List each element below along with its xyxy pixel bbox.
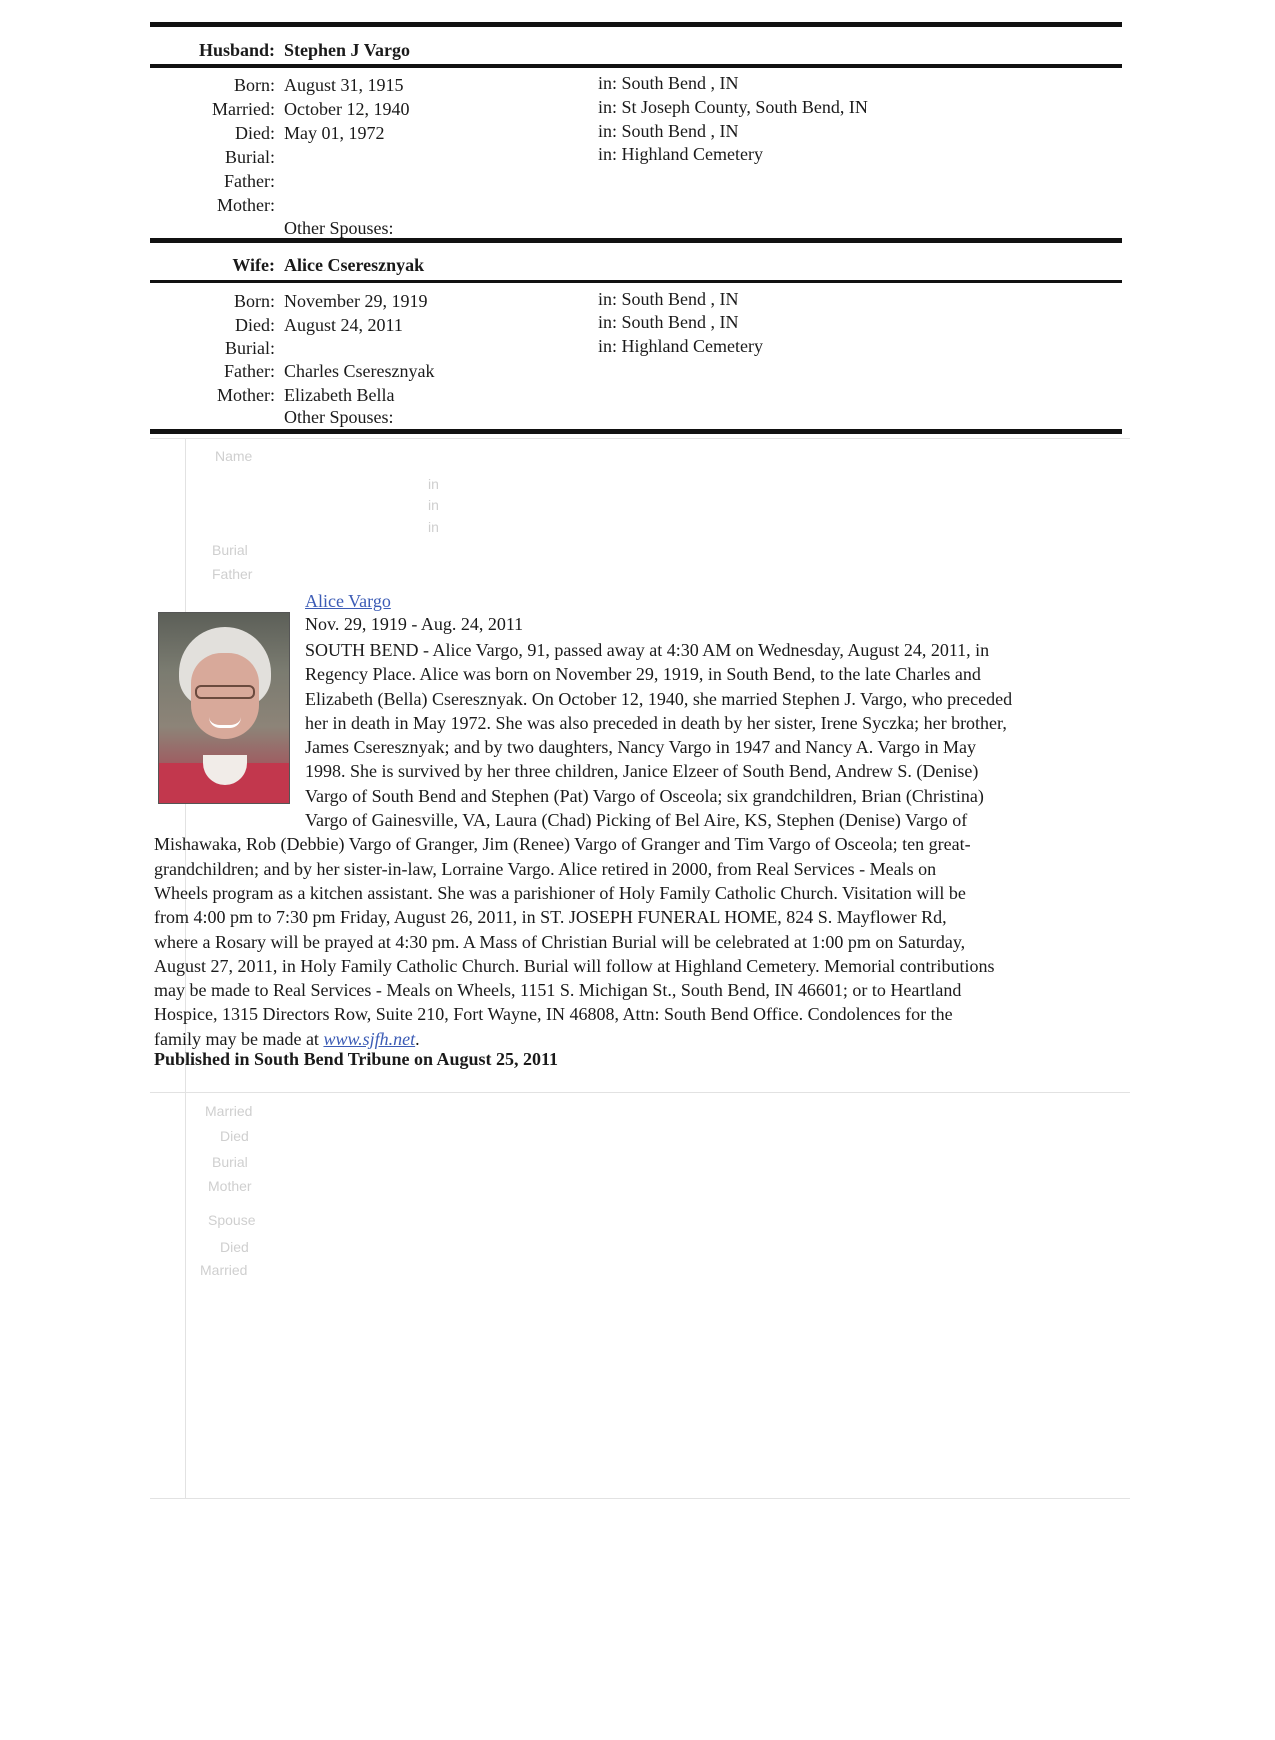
obituary-dates: Nov. 29, 1919 - Aug. 24, 2011 <box>305 614 524 634</box>
husband-married-place: in: St Joseph County, South Bend, IN <box>598 97 868 117</box>
obituary-name-link[interactable]: Alice Vargo <box>305 591 391 611</box>
ghost-rule <box>150 438 1130 439</box>
wife-mother: Elizabeth Bella <box>284 385 395 405</box>
obituary-line: where a Rosary will be prayed at 4:30 pm. A Mass of Christian Burial will be celebrated at 1:00 pm on Saturday, <box>154 931 966 952</box>
obituary-line: 1998. She is survived by her three children, Janice Elzeer of South Bend, Andrew S. (Denise) <box>305 761 979 782</box>
ghost-rule <box>150 1092 1130 1093</box>
faded-text: Spouse <box>208 1212 256 1228</box>
obituary-last-line <box>154 1027 1129 1051</box>
husband-born-label: Born: <box>233 75 275 95</box>
husband-name: Stephen J Vargo <box>284 40 411 60</box>
faded-text: Name <box>215 448 253 464</box>
wife-died: August 24, 2011 <box>284 315 403 335</box>
wife-mother-label: Mother: <box>217 385 275 405</box>
husband-married-label: Married: <box>212 99 275 119</box>
obituary-last-line-suffix: . <box>415 1028 420 1049</box>
husband-father-label: Father: <box>224 171 275 191</box>
obituary-line: James Cseresznyak; and by two daughters, Nancy Vargo in 1947 and Nancy A. Vargo in May <box>305 737 977 758</box>
website-link[interactable]: www.sjfh.net <box>323 1028 416 1049</box>
bottom-rule <box>150 429 1122 434</box>
faded-text: in <box>428 497 439 513</box>
obituary-body <box>154 638 1129 1051</box>
published-credit: Published in South Bend Tribune on August 25, 2011 <box>154 1049 558 1069</box>
husband-label: Husband: <box>198 40 275 60</box>
wife-born-place: in: South Bend , IN <box>598 289 739 309</box>
husband-burial-label: Burial: <box>225 147 275 167</box>
husband-rule <box>150 64 1122 68</box>
obituary-line: from 4:00 pm to 7:30 pm Friday, August 26, 2011, in ST. JOSEPH FUNERAL HOME, 824 S. Mayflower Rd, <box>154 907 947 928</box>
faded-text: Married <box>205 1103 253 1119</box>
husband-died: May 01, 1972 <box>284 123 385 143</box>
wife-other-spouses: Other Spouses: <box>284 407 394 427</box>
faded-text: Died <box>220 1128 249 1144</box>
obituary-line: Elizabeth (Bella) Cseresznyak. On October 12, 1940, she married Stephen J. Vargo, who preceded <box>305 688 1013 709</box>
obituary-line: Mishawaka, Rob (Debbie) Vargo of Granger, Jim (Renee) Vargo of Granger and Tim Vargo of Osceola; ten great- <box>154 834 971 855</box>
wife-burial-place: in: Highland Cemetery <box>598 336 763 356</box>
obituary-last-line-prefix: family may be made at <box>154 1028 324 1049</box>
husband-burial-place: in: Highland Cemetery <box>598 144 763 164</box>
obituary-line: Vargo of South Bend and Stephen (Pat) Vargo of Osceola; six grandchildren, Brian (Christina) <box>305 785 984 806</box>
wife-burial-label: Burial: <box>225 338 275 358</box>
top-rule <box>150 22 1122 27</box>
wife-father: Charles Cseresznyak <box>284 361 435 381</box>
obituary-line: Regency Place. Alice was born on November 29, 1919, in South Bend, to the late Charles and <box>305 664 981 685</box>
husband-other-spouses: Other Spouses: <box>284 218 394 238</box>
obituary-line: Hospice, 1315 Directors Row, Suite 210, Fort Wayne, IN 46808, Attn: South Bend Office. Condolences for the <box>154 1004 953 1025</box>
faded-text: Mother <box>208 1178 252 1194</box>
faded-text: in <box>428 519 439 535</box>
faded-text: in <box>428 476 439 492</box>
faded-text: Burial <box>212 542 248 558</box>
wife-born-label: Born: <box>233 291 275 311</box>
obituary-line: Wheels program as a kitchen assistant. She was a parishioner of Holy Family Catholic Church. Visitation will be <box>154 882 966 903</box>
faded-text: Burial <box>212 1154 248 1170</box>
husband-born-place: in: South Bend , IN <box>598 73 739 93</box>
wife-name: Alice Cseresznyak <box>284 255 425 275</box>
husband-married: October 12, 1940 <box>284 99 410 119</box>
obituary-line: her in death in May 1972. She was also preceded in death by her sister, Irene Syczka; her brother, <box>305 712 1007 733</box>
faded-text: Died <box>220 1239 249 1255</box>
obituary-line: August 27, 2011, in Holy Family Catholic Church. Burial will follow at Highland Cemetery. Memorial contributions <box>154 955 995 976</box>
ghost-rule <box>150 1498 1130 1499</box>
obituary-line: Vargo of Gainesville, VA, Laura (Chad) Picking of Bel Aire, KS, Stephen (Denise) Vargo of <box>305 810 968 831</box>
obituary-line: SOUTH BEND - Alice Vargo, 91, passed away at 4:30 AM on Wednesday, August 24, 2011, in <box>305 640 990 660</box>
wife-died-place: in: South Bend , IN <box>598 312 739 332</box>
wife-rule <box>150 280 1122 283</box>
obituary-line: may be made to Real Services - Meals on Wheels, 1151 S. Michigan St., South Bend, IN 46601; or to Heartland <box>154 980 962 1001</box>
faded-text: Married <box>200 1262 248 1278</box>
husband-died-label: Died: <box>235 123 275 143</box>
wife-label: Wife: <box>232 255 275 275</box>
faded-text: Father <box>212 566 253 582</box>
wife-born: November 29, 1919 <box>284 291 428 311</box>
wife-died-label: Died: <box>235 315 275 335</box>
husband-born: August 31, 1915 <box>284 75 404 95</box>
husband-died-place: in: South Bend , IN <box>598 121 739 141</box>
wife-father-label: Father: <box>224 361 275 381</box>
husband-mother-label: Mother: <box>217 195 275 215</box>
obituary-line: grandchildren; and by her sister-in-law, Lorraine Vargo. Alice retired in 2000, from Real Services - Meals on <box>154 858 937 879</box>
